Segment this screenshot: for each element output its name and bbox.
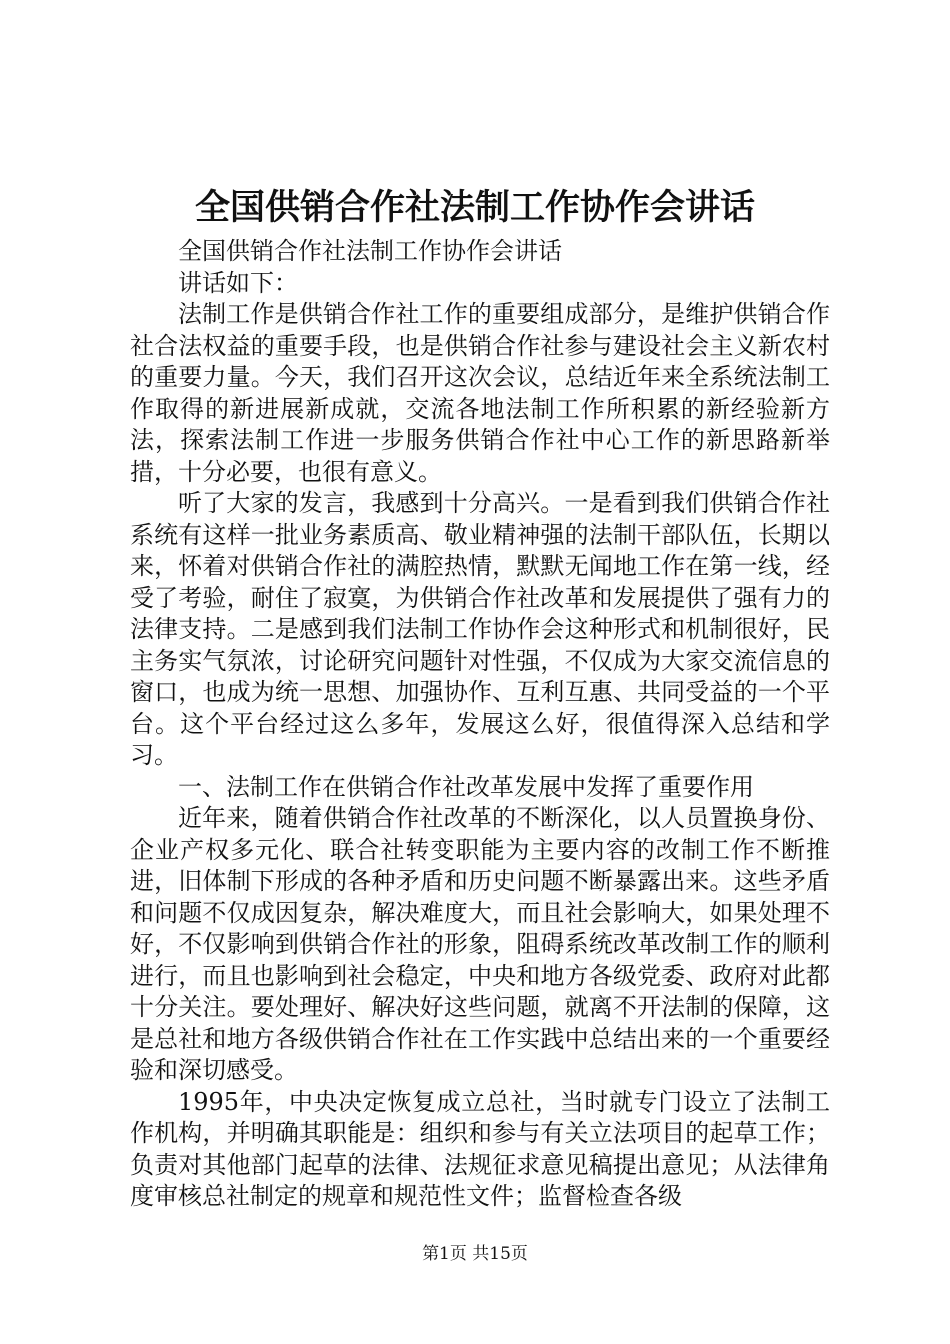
paragraph-3: 近年来，随着供销合作社改革的不断深化，以人员置换身份、企业产权多元化、联合社转变职能为主要内容的改制工作不断推进，旧体制下形成的各种矛盾和历史问题不断暴露出来。这些矛盾和问题不仅成因复杂，解决难度大，而且社会影响大，如果处理不好，不仅影响到供销合作社的形象，阻碍系统改革改制工作的顺利进行，而且也影响到社会稳定，中央和地方各级党委、政府对此都十分关注。要处理好、解决好这些问题，就离不开法制的保障，这是总社和地方各级供销合作社在工作实践中总结出来的一个重要经验和深切感受。 — [130, 804, 830, 1084]
paragraph-2: 听了大家的发言，我感到十分高兴。一是看到我们供销合作社系统有这样一批业务素质高、敬业精神强的法制干部队伍，长期以来，怀着对供销合作社的满腔热情，默默无闻地工作在第一线，经受了考验，耐住了寂寞，为供销合作社改革和发展提供了强有力的法律支持。二是感到我们法制工作协作会这种形式和机制很好，民主务实气氛浓，讨论研究问题针对性强，不仅成为大家交流信息的窗口，也成为统一思想、加强协作、互利互惠、共同受益的一个平台。这个平台经过这么多年，发展这么好，很值得深入总结和学习。 — [130, 489, 830, 769]
paragraph-subtitle: 全国供销合作社法制工作协作会讲话 — [178, 237, 562, 265]
section-heading-1: 一、法制工作在供销合作社改革发展中发挥了重要作用 — [178, 772, 754, 801]
page-footer: 第1页 共15页 — [422, 1244, 528, 1264]
document-body — [130, 236, 830, 1213]
paragraph-4: 1995年，中央决定恢复成立总社，当时就专门设立了法制工作机构，并明确其职能是：组织和参与有关立法项目的起草工作；负责对其他部门起草的法律、法规征求意见稿提出意见；从法律角度审核总社制定的规章和规范性文件；监督检查各级 — [130, 1087, 830, 1210]
paragraph-intro: 讲话如下： — [178, 268, 298, 297]
paragraph-1: 法制工作是供销合作社工作的重要组成部分，是维护供销合作社合法权益的重要手段，也是供销合作社参与建设社会主义新农村的重要力量。今天，我们召开这次会议，总结近年来全系统法制工作取得的新进展新成就，交流各地法制工作所积累的新经验新方法，探索法制工作进一步服务供销合作社中心工作的新思路新举措，十分必要，也很有意义。 — [130, 300, 830, 486]
document-title: 全国供销合作社法制工作协作会讲话 — [194, 187, 755, 228]
